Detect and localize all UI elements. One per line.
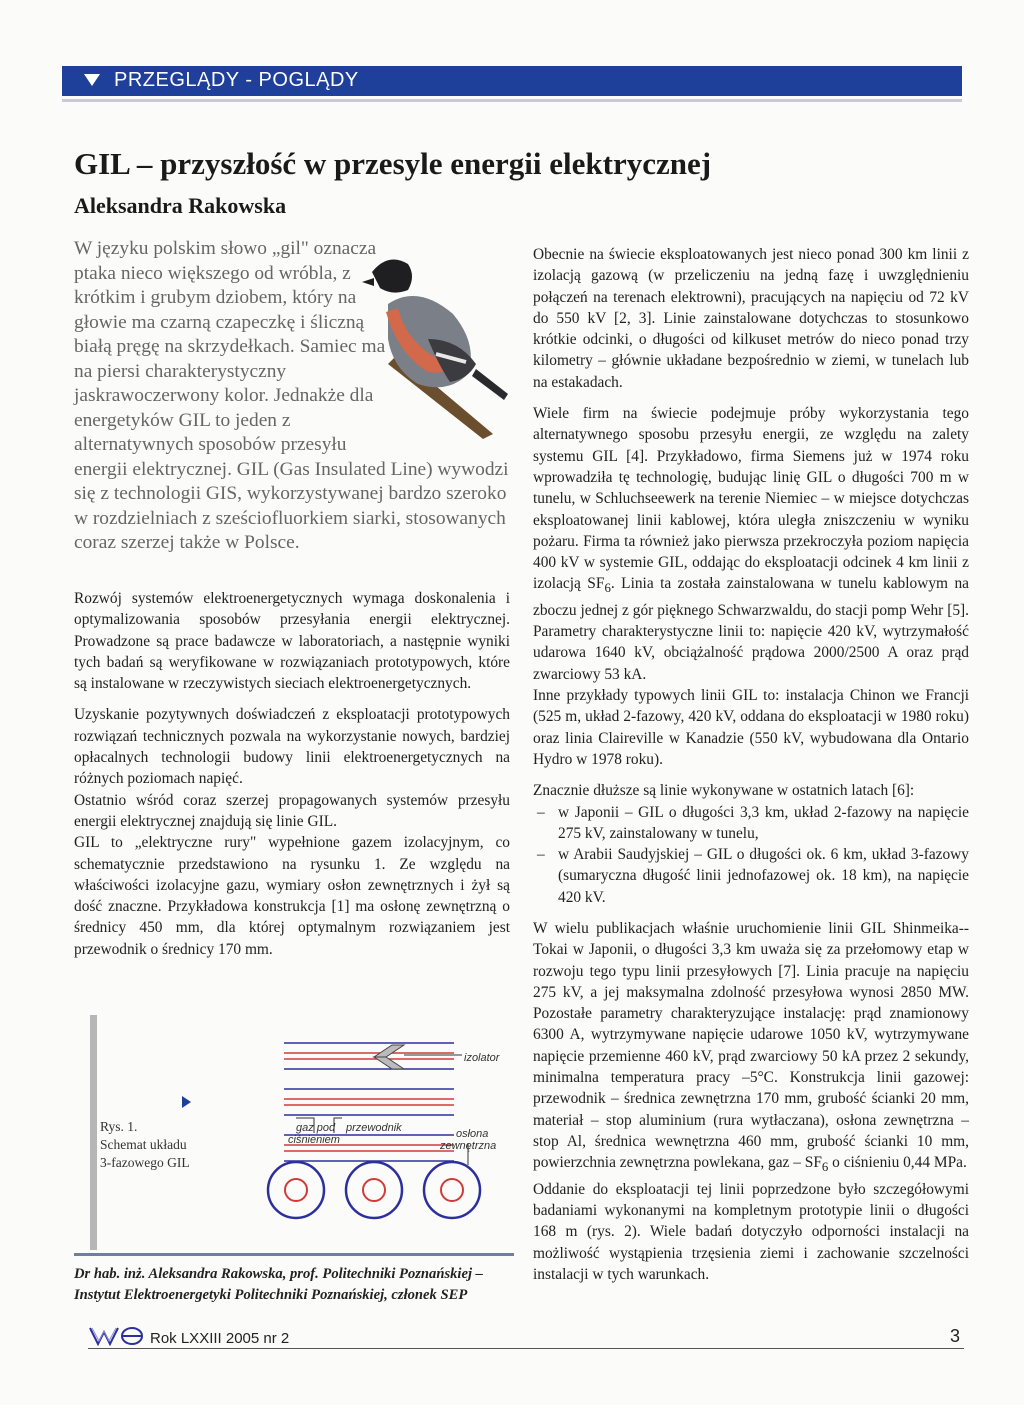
header-underline: [62, 99, 962, 102]
paragraph: Znacznie dłuższe są linie wykonywane w ostatnich latach [6]:: [533, 782, 915, 800]
paragraph: GIL to „elektryczne rury" wypełnione gazem izolacyjnym, co schematycznie przedstawiono na rysunku 1. Ze względu na właściwości izolacyjne gazu, wymiary osłon zewnętrznych i żył są dość znaczne. Przykładowa konstrukcja [1] ma osłonę zewnętrzną o średnicy 450 mm, dla której optymalnym rozwiązaniem jest przewodnik o średnicy 170 mm.: [74, 834, 510, 958]
list-item: – w Arabii Saudyjskiej – GIL o długości ok. 6 km, układ 3-fazowy (sumaryczna długość linii jednofazowej ok. 18 km), na napięcie 420 kV.: [533, 844, 969, 908]
pipe-middle: [284, 1089, 454, 1115]
paragraph-part: . Linia ta została zainstalowana w tunelu kablowym na zboczu jednej z gór pięknego Schwarzwaldu, do stacji pomp Wehr [5]. Parametry charakterystyczne linii to: napięcie 420 kV, wytrzymałość udarowa 1640 kV, obciążalność prądowa 2000/2500 A oraz prąd zwarciowy 53 kA.: [533, 575, 969, 683]
article-title: GIL – przyszłość w przesyle energii elektrycznej: [74, 146, 712, 181]
caption-line: Schemat układu: [100, 1137, 187, 1152]
article-author: Aleksandra Rakowska: [74, 193, 287, 218]
signature-rule: [74, 1253, 514, 1256]
label-enclosure-2: zewnętrzna: [440, 1140, 497, 1152]
paragraph-part: W wielu publikacjach właśnie uruchomienie linii GIL Shinmeika--Tokai w Japonii, o długości 3,3 km uważa się za przełomowy etap w rozwoju tego typu linii przesyłowych [7]. Linia pracuje na napięciu 275 kV, a jej maksymalna zdolność przesyłowa wynosi 2850 MW. Pozostałe parametry charakteryzujące instalację: prąd znamionowy 6300 A, wytrzymywane napięcie udarowe 1050 kV, wytrzymywane napięcie przemienne 460 kV, prąd zwarciowy 50 kA przez 2 sekundy, minimalna temperatura pracy –5°C. Konstrukcja linii gazowej: przewodnik – średnica zewnętrzna 170 mm, grubość ścianki 20 mm, materiał – stop aluminium (rura wytłaczana), osłona zewnętrzna – stop Al, średnica wewnętrzna 460 mm, grubość ścianki 10 mm, powierzchnia zewnętrzna powlekana, gaz – SF: [533, 919, 969, 1172]
label-gas-1: gaz pod: [296, 1122, 336, 1134]
caption-line: 3-fazowego GIL: [100, 1155, 190, 1170]
paragraph: Oddanie do eksploatacji tej linii poprzedzone było szczegółowymi badaniami wykonanymi na kompletnym prototypie linii o długości 168 m (rys. 2). Wiele badań dotyczyło odporności instalacji na możliwość wystąpienia trzęsienia ziemi i zachowanie szczelności instalacji w tych warunkach.: [533, 1180, 969, 1283]
page-number: 3: [950, 1326, 961, 1346]
section-header-bar: [62, 66, 962, 96]
cross-section-3: [424, 1162, 480, 1218]
caption-line: Rys. 1.: [100, 1119, 138, 1134]
we-logo: [88, 1324, 144, 1348]
footer-rule: [88, 1348, 964, 1349]
triangle-right-icon: [182, 1096, 191, 1108]
paragraph: Uzyskanie pozytywnych doświadczeń z eksploatacji prototypowych rozwiązań technicznych pozwala na wykorzystanie nowych, bardziej opłacalnych technologii budowy linii elektroenergetycznych na różnych poziomach napięć.: [74, 706, 510, 788]
triangle-down-icon: [84, 74, 100, 86]
paragraph-part: Wiele firm na świecie podejmuje próby wykorzystania tego alternatywnego sposobu przesyłu energii, ze względu na zalety systemu GIL [4]. Przykładowo, firma Siemens już w 1974 roku wprowadziła tę technologię, budując linię GIL o długości 700 m w tunelu, w Schluchseewerk na terenie Niemiec – w miejsce dotychczas eksploatowanej linii kablowej, która uległa zniszczeniu w wyniku pożaru. Firma ta również jako pierwsza przekroczyła poziom napięcia 400 kV w systemie GIL, oddając do eksploatacji odcinek 4 km linii z izolacją SF: [533, 405, 969, 593]
issue-info: Rok LXXIII 2005 nr 2: [150, 1330, 290, 1347]
subscript-six: 6: [604, 581, 611, 596]
paragraph-part: o ciśnieniu 0,44 MPa.: [828, 1154, 967, 1172]
paragraph: [533, 918, 969, 1179]
paragraph: Obecnie na świecie eksploatowanych jest nieco ponad 300 km linii z izolacją gazową (w przeliczeniu na jedną fazę i uwzględnieniu połączeń na terenach elektrowni), pracujących na napięciu od 72 kV do 550 kV [2, 3]. Linie zainstalowane dotychczas to stosunkowo krótkie odcinki, o długości od kilkuset metrów do nieco ponad trzy kilometry – głównie układane bezpośrednio w ziemi, w tunelach lub na estakadach.: [533, 246, 969, 391]
subscript-six: 6: [821, 1160, 829, 1175]
column-left: [74, 588, 510, 970]
paragraph: [533, 403, 969, 685]
cross-section-2: [346, 1162, 402, 1218]
author-signature: Dr hab. inż. Aleksandra Rakowska, prof. Politechniki Poznańskiej – Instytut Elektroenergetyki Politechniki Poznańskiej, członek SEP: [74, 1266, 483, 1303]
paragraph: Rozwój systemów elektroenergetycznych wymaga doskonalenia i optymalizowania sposobów przesyłania energii elektrycznej. Prowadzone są prace badawcze w laboratoriach, a następnie wyniki tych badań są weryfikowane w rozwiązaniach prototypowych, które są instalowane w rzeczywistych sieciach elektroenergetycznych.: [74, 590, 510, 693]
label-insulator: izolator: [464, 1052, 500, 1064]
section-title: PRZEGLĄDY - POGLĄDY: [114, 69, 359, 91]
lead-text: W języku polskim słowo „gil" oznacza ptaka nieco większego od wróbla, z krótkim i grubym dziobem, który na głowie ma czarną czapeczkę i śliczną białą pręgę na skrzydełkach. Samiec ma na piersi charakterystyczny jaskrawoczerwony kolor. Jednakże dla energetyków GIL to jeden z alternatywnych sposobów przesyłu energii elektrycznej. GIL (Gas Insulated Line) wywodzi się z technologii GIS, wykorzystywanej bardzo szeroko w rozdzielniach z sześciofluorkiem siarki, stosowanych coraz szerzej także w Polsce.: [74, 238, 509, 553]
label-gas-2: ciśnieniem: [288, 1134, 340, 1146]
bullfinch-bird-illustration: [358, 244, 508, 444]
list-item: – w Japonii – GIL o długości 3,3 km, układ 2-fazowy na napięcie 275 kV, zainstalowany w tunelu,: [533, 802, 969, 845]
list: [533, 802, 969, 908]
logo-text: WE: [88, 1324, 90, 1325]
paragraph: Ostatnio wśród coraz szerzej propagowanych systemów przesyłu energii elektrycznej znajdują się linie GIL.: [74, 791, 510, 830]
figure-caption: [100, 1118, 190, 1172]
column-right: [533, 244, 969, 1295]
pipe-top: [284, 1043, 454, 1069]
label-enclosure-1: osłona: [456, 1128, 489, 1140]
label-conductor: przewodnik: [346, 1122, 402, 1134]
cross-section-1: [268, 1162, 324, 1218]
paragraph: Inne przykłady typowych linii GIL to: instalacja Chinon we Francji (525 m, układ 2-fazowy, 420 kV, oddana do eksploatacji w 1980 roku) oraz linia Claireville w Kanadzie (550 kV, wybudowana dla Ontario Hydro w 1978 roku).: [533, 687, 969, 768]
